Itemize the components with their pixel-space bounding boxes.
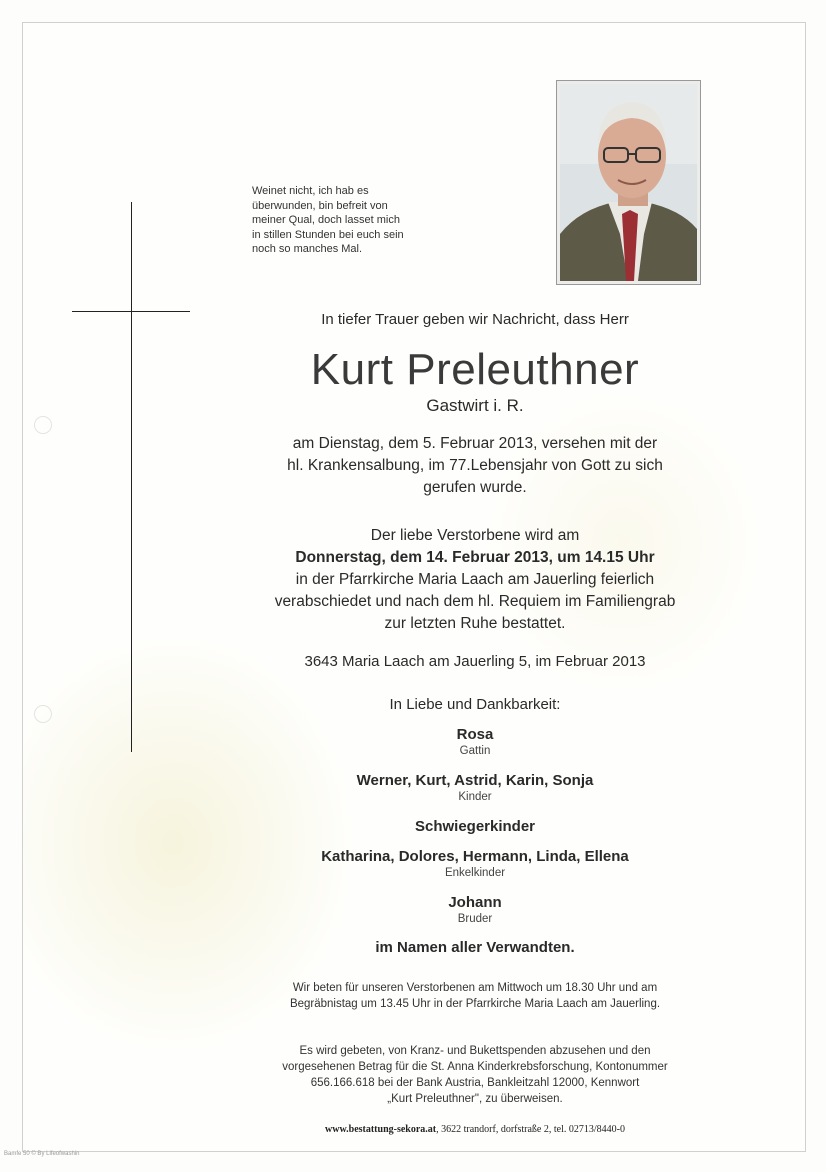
portrait-photo: [556, 80, 701, 285]
donation-line: vorgesehenen Betrag für die St. Anna Kinderkrebsforschung, Kontonummer: [282, 1061, 668, 1073]
portrait-image: [560, 84, 697, 281]
intro-text: In tiefer Trauer geben wir Nachricht, dass Herr: [321, 311, 629, 328]
punch-hole: [34, 416, 52, 434]
donation-notice: [220, 1043, 730, 1107]
funeral-line: verabschiedet und nach dem hl. Requiem im Familiengrab: [274, 593, 676, 610]
undertaker-website: www.bestattung-sekora.at: [325, 1124, 437, 1135]
undertaker-footer: [220, 1124, 730, 1135]
donation-line: „Kurt Preleuthner", zu überweisen.: [387, 1093, 563, 1105]
family-relation: Kinder: [458, 791, 492, 803]
family-names: Johann: [448, 894, 502, 911]
undertaker-address: , 3622 trandorf, dorfstraße 2, tel. 02713/8440-0: [436, 1124, 625, 1135]
donation-line: Es wird gebeten, von Kranz- und Bukettspenden abzusehen und den: [299, 1045, 651, 1057]
death-line: hl. Krankensalbung, im 77.Lebensjahr von Gott zu sich: [287, 457, 663, 474]
funeral-line: in der Pfarrkirche Maria Laach am Jauerling feierlich: [295, 571, 655, 588]
deceased-title: Gastwirt i. R.: [426, 396, 524, 415]
family-relation: Bruder: [457, 913, 493, 925]
prayer-line: Wir beten für unseren Verstorbenen am Mittwoch um 18.30 Uhr und am: [292, 982, 658, 994]
punch-hole: [34, 705, 52, 723]
poem-line: meiner Qual, doch lasset mich: [252, 214, 400, 226]
family-names: Werner, Kurt, Astrid, Karin, Sonja: [356, 772, 594, 789]
family-group: [220, 848, 730, 880]
death-line: am Dienstag, dem 5. Februar 2013, versehen mit der: [292, 435, 658, 452]
family-group: [220, 726, 730, 758]
gratitude-heading: In Liebe und Dankbarkeit:: [389, 696, 561, 713]
prayer-notice: [220, 980, 730, 1012]
poem-line: Weinet nicht, ich hab es: [252, 185, 369, 197]
family-names: Katharina, Dolores, Hermann, Linda, Ellena: [321, 848, 629, 865]
poem-line: noch so manches Mal.: [252, 243, 363, 255]
funeral-notice: [220, 525, 730, 635]
family-relation: Enkelkinder: [444, 867, 506, 879]
poem-line: in stillen Stunden bei euch sein: [252, 228, 404, 241]
poem-line: überwunden, bin befreit von: [252, 199, 388, 212]
death-notice: [220, 433, 730, 499]
funeral-line: Der liebe Verstorbene wird am: [370, 527, 580, 544]
poem: [252, 184, 462, 257]
print-note: Bamfe 50 © By Lifeofwashin: [4, 1151, 80, 1157]
family-group: [220, 818, 730, 836]
prayer-line: Begräbnistag um 13.45 Uhr in der Pfarrkirche Maria Laach am Jauerling.: [289, 998, 661, 1010]
family-names: Schwiegerkinder: [414, 818, 536, 835]
family-group: [220, 772, 730, 804]
cross-icon-bar: [72, 311, 190, 312]
place-date: 3643 Maria Laach am Jauerling 5, im Februar 2013: [304, 653, 646, 670]
funeral-date: Donnerstag, dem 14. Februar 2013, um 14.15 Uhr: [295, 549, 655, 566]
funeral-line: zur letzten Ruhe bestattet.: [384, 615, 566, 632]
family-relation: Gattin: [459, 745, 491, 757]
deceased-name: Kurt Preleuthner: [310, 345, 640, 394]
cross-icon: [131, 202, 132, 752]
death-line: gerufen wurde.: [423, 479, 527, 496]
family-group: [220, 894, 730, 926]
family-names: Rosa: [456, 726, 494, 743]
donation-line: 656.166.618 bei der Bank Austria, Bankleitzahl 12000, Kennwort: [310, 1077, 640, 1089]
relatives-line: im Namen aller Verwandten.: [375, 939, 575, 956]
